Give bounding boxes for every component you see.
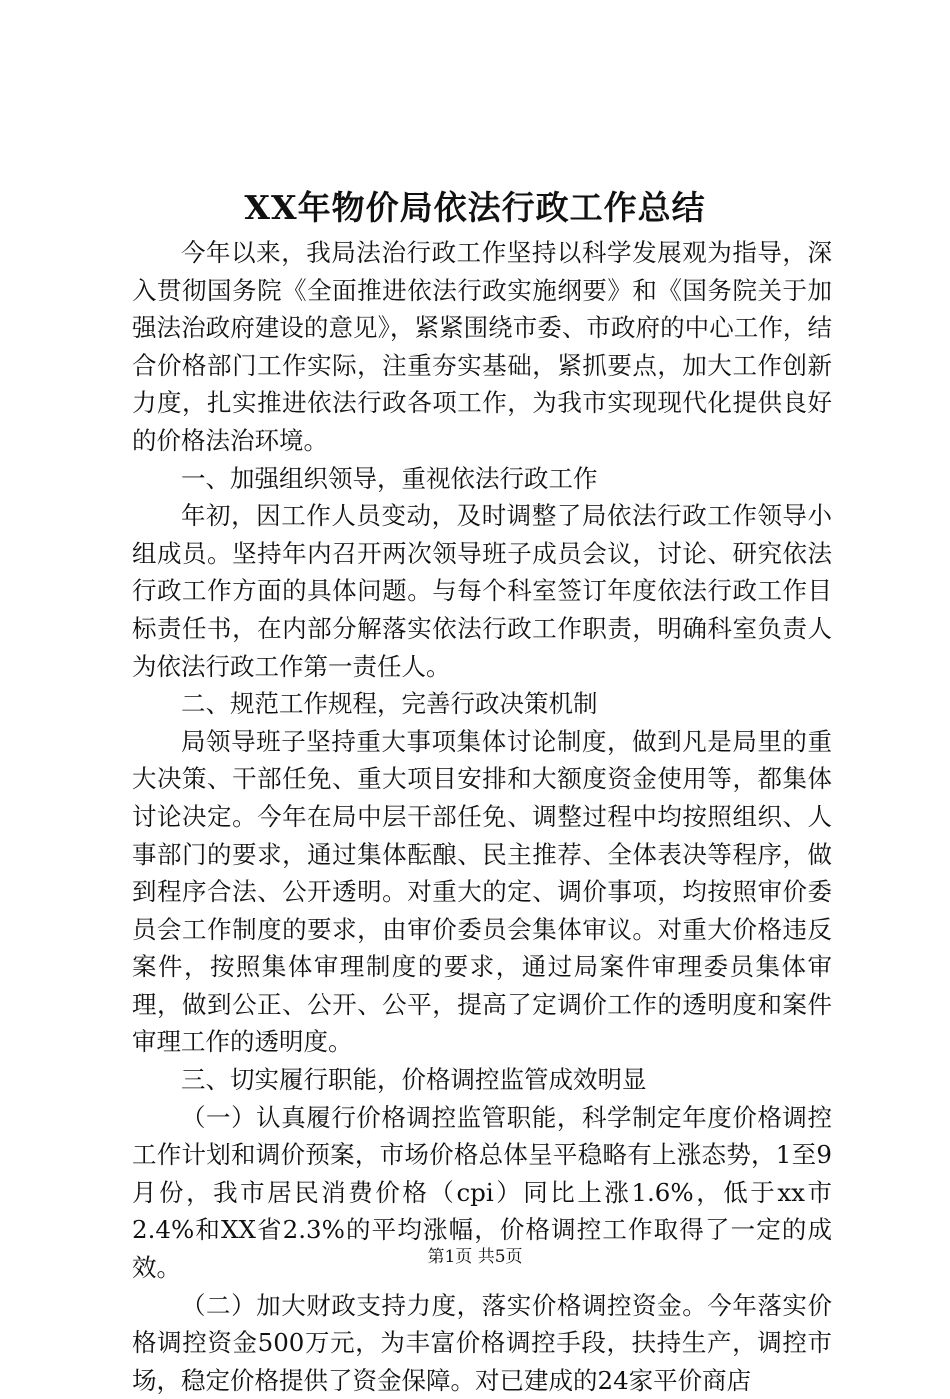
paragraph-section-1: 年初，因工作人员变动，及时调整了局依法行政工作领导小组成员。坚持年内召开两次领导班子成员会议，讨论、研究依法行政工作方面的具体问题。与每个科室签订年度依法行政工作目标责任书，在内部分解落实依法行政工作职责，明确科室负责人为依法行政工作第一责任人。 bbox=[132, 501, 832, 681]
section-heading-1: 一、加强组织领导，重视依法行政工作 bbox=[181, 463, 598, 493]
document-body bbox=[132, 234, 832, 1399]
section-heading-2: 二、规范工作规程，完善行政决策机制 bbox=[181, 689, 598, 719]
paragraph-subsection-1: （一）认真履行价格调控监管职能，科学制定年度价格调控工作计划和调价预案，市场价格总体呈平稳略有上涨态势，1至9月份，我市居民消费价格（cpi）同比上涨1.6%，低于xx市2.4%和XX省2.3%的平均涨幅，价格调控工作取得了一定的成效。 bbox=[132, 1102, 832, 1283]
paragraph-subsection-2: （二）加大财政支持力度，落实价格调控资金。今年落实价格调控资金500万元，为丰富价格调控手段，扶持生产，调控市场，稳定价格提供了资金保障。对已建成的24家平价商店 bbox=[132, 1290, 832, 1395]
document-title: XX年物价局依法行政工作总结 bbox=[244, 188, 706, 227]
section-heading-3: 三、切实履行职能，价格调控监管成效明显 bbox=[181, 1065, 647, 1095]
page-footer: 第1页 共5页 bbox=[427, 1247, 523, 1267]
paragraph-section-2: 局领导班子坚持重大事项集体讨论制度，做到凡是局里的重大决策、干部任免、重大项目安排和大额度资金使用等，都集体讨论决定。今年在局中层干部任免、调整过程中均按照组织、人事部门的要求，通过集体酝酿、民主推荐、全体表决等程序，做到程序合法、公开透明。对重大的定、调价事项，均按照审价委员会工作制度的要求，由审价委员会集体审议。对重大价格违反案件，按照集体审理制度的要求，通过局案件审理委员集体审理，做到公正、公开、公平，提高了定调价工作的透明度和案件审理工作的透明度。 bbox=[132, 726, 832, 1057]
paragraph-intro: 今年以来，我局法治行政工作坚持以科学发展观为指导，深入贯彻国务院《全面推进依法行政实施纲要》和《国务院关于加强法治政府建设的意见》，紧紧围绕市委、市政府的中心工作，结合价格部门工作实际，注重夯实基础，紧抓要点，加大工作创新力度，扎实推进依法行政各项工作，为我市实现现代化提供良好的价格法治环境。 bbox=[132, 238, 832, 455]
